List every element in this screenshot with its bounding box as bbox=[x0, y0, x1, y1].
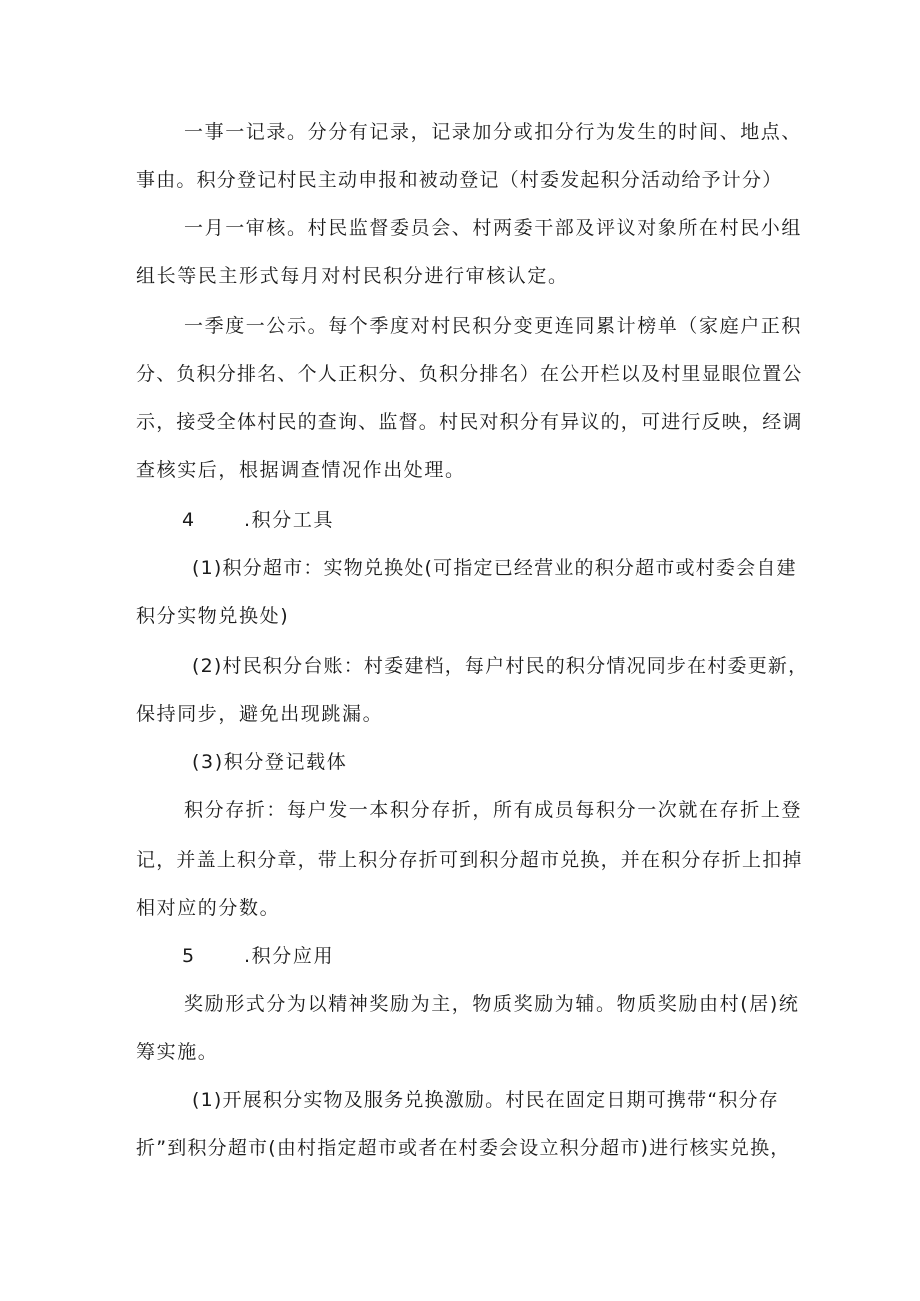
list-item-line: 折”到积分超市(由村指定超市或者在村委会设立积分超市)进行核实兑换， bbox=[136, 1137, 791, 1159]
paragraph-line: 查核实后，根据调查情况作出处理。 bbox=[136, 459, 466, 481]
list-item-line: (1)积分超市：实物兑换处(可指定已经营业的积分超市或村委会自建 bbox=[192, 557, 797, 579]
section-title: .积分应用 bbox=[244, 945, 335, 967]
section-number: 4 bbox=[182, 509, 195, 531]
paragraph-line: 组长等民主形式每月对村民积分进行审核认定。 bbox=[136, 265, 569, 287]
list-item-line: (2)村民积分台账：村委建档，每户村民的积分情况同步在村委更新， bbox=[192, 655, 809, 677]
paragraph-line: 一事一记录。分分有记录，记录加分或扣分行为发生的时间、地点、 bbox=[184, 121, 803, 143]
section-title: .积分工具 bbox=[244, 509, 335, 531]
paragraph-line: 记，并盖上积分章，带上积分存折可到积分超市兑换，并在积分存折上扣掉 bbox=[136, 849, 803, 871]
list-item-line: 积分实物兑换处) bbox=[136, 605, 290, 627]
paragraph-line: 筹实施。 bbox=[136, 1041, 219, 1063]
paragraph-line: 一季度一公示。每个季度对村民积分变更连同累计榜单（家庭户正积 bbox=[184, 315, 803, 337]
list-item-line: (3)积分登记载体 bbox=[192, 751, 348, 773]
paragraph-line: 分、负积分排名、个人正积分、负积分排名）在公开栏以及村里显眼位置公 bbox=[136, 363, 803, 385]
paragraph-line: 相对应的分数。 bbox=[136, 897, 281, 919]
paragraph-line: 奖励形式分为以精神奖励为主，物质奖励为辅。物质奖励由村(居)统 bbox=[184, 993, 800, 1015]
list-item-line: (1)开展积分实物及服务兑换激励。村民在固定日期可携带“积分存 bbox=[192, 1089, 779, 1111]
paragraph-line: 示，接受全体村民的查询、监督。村民对积分有异议的，可进行反映，经调 bbox=[136, 411, 803, 433]
paragraph-line: 积分存折：每户发一本积分存折，所有成员每积分一次就在存折上登 bbox=[184, 799, 803, 821]
section-number: 5 bbox=[182, 945, 195, 967]
list-item-line: 保持同步，避免出现跳漏。 bbox=[136, 703, 384, 725]
paragraph-line: 事由。积分登记村民主动申报和被动登记（村委发起积分活动给予计分） bbox=[136, 169, 783, 191]
paragraph-line: 一月一审核。村民监督委员会、村两委干部及评议对象所在村民小组 bbox=[184, 217, 803, 239]
